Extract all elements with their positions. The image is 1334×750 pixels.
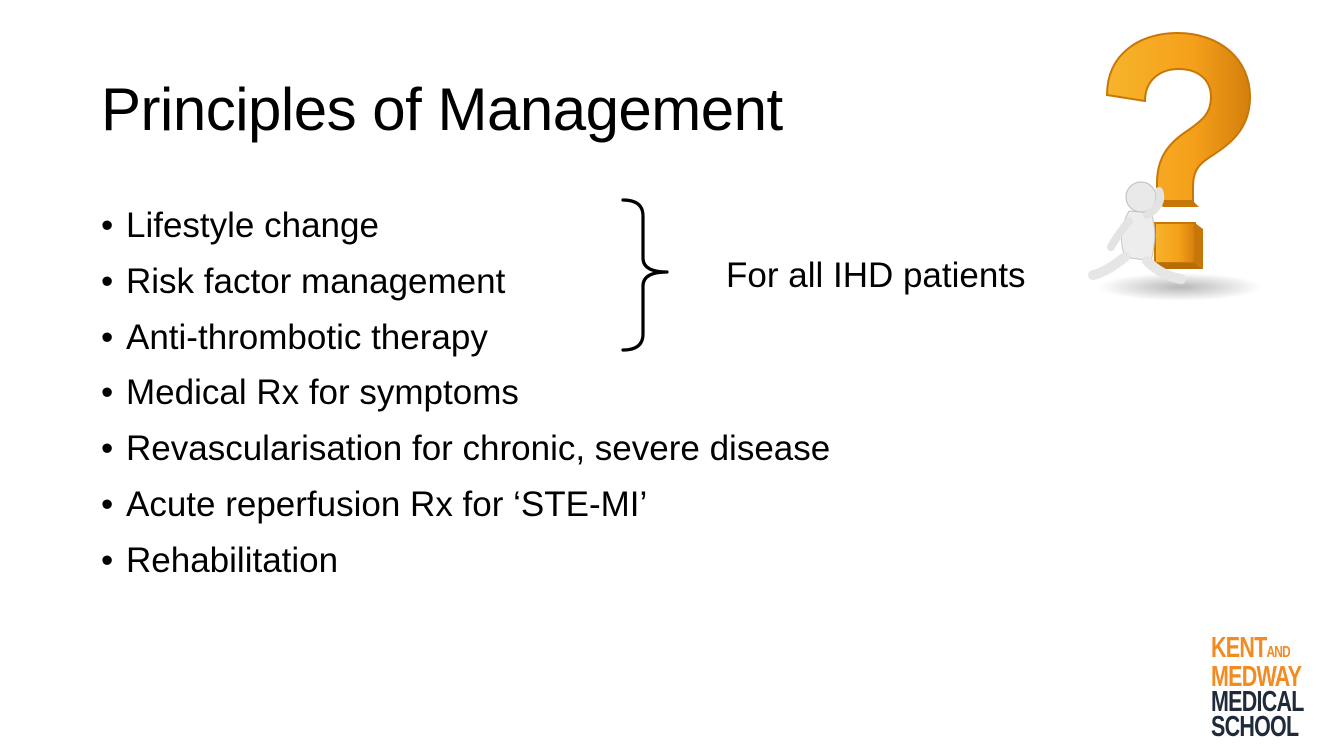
bullet-list <box>101 198 830 589</box>
bullet-item <box>101 421 830 477</box>
bullet-item <box>101 533 830 589</box>
bullet-marker: • <box>101 206 114 245</box>
bullet-marker: • <box>101 540 114 580</box>
school-logo <box>1211 632 1334 743</box>
curly-brace-icon <box>617 196 673 356</box>
bullet-marker: • <box>101 373 114 413</box>
bullet-item <box>101 365 830 421</box>
bullet-text: Acute reperfusion Rx for ‘STE-MI’ <box>126 484 648 524</box>
question-mark-figure-icon <box>1085 25 1265 305</box>
slide-title: Principles of Management <box>101 76 783 143</box>
bullet-marker: • <box>101 317 114 357</box>
bullet-text: Rehabilitation <box>126 540 339 580</box>
bullet-item <box>101 198 830 254</box>
logo-line-1: KENTAND <box>1211 632 1290 664</box>
bullet-text: Risk factor management <box>126 261 506 301</box>
brace-note: For all IHD patients <box>726 256 1026 295</box>
logo-line-4: SCHOOL <box>1211 711 1299 743</box>
bullet-text: Revascularisation for chronic, severe disease <box>126 429 831 469</box>
bullet-text: Anti-thrombotic therapy <box>126 317 488 357</box>
bullet-marker: • <box>101 484 114 524</box>
bullet-text: Medical Rx for symptoms <box>126 373 519 413</box>
bullet-text: Lifestyle change <box>126 206 379 245</box>
bullet-item <box>101 477 830 533</box>
bullet-item <box>101 310 830 366</box>
bullet-item <box>101 254 830 310</box>
logo-line-3: MEDICAL <box>1211 686 1304 718</box>
bullet-marker: • <box>101 261 114 301</box>
bullet-marker: • <box>101 429 114 469</box>
logo-line-2: MEDWAY <box>1211 661 1302 693</box>
